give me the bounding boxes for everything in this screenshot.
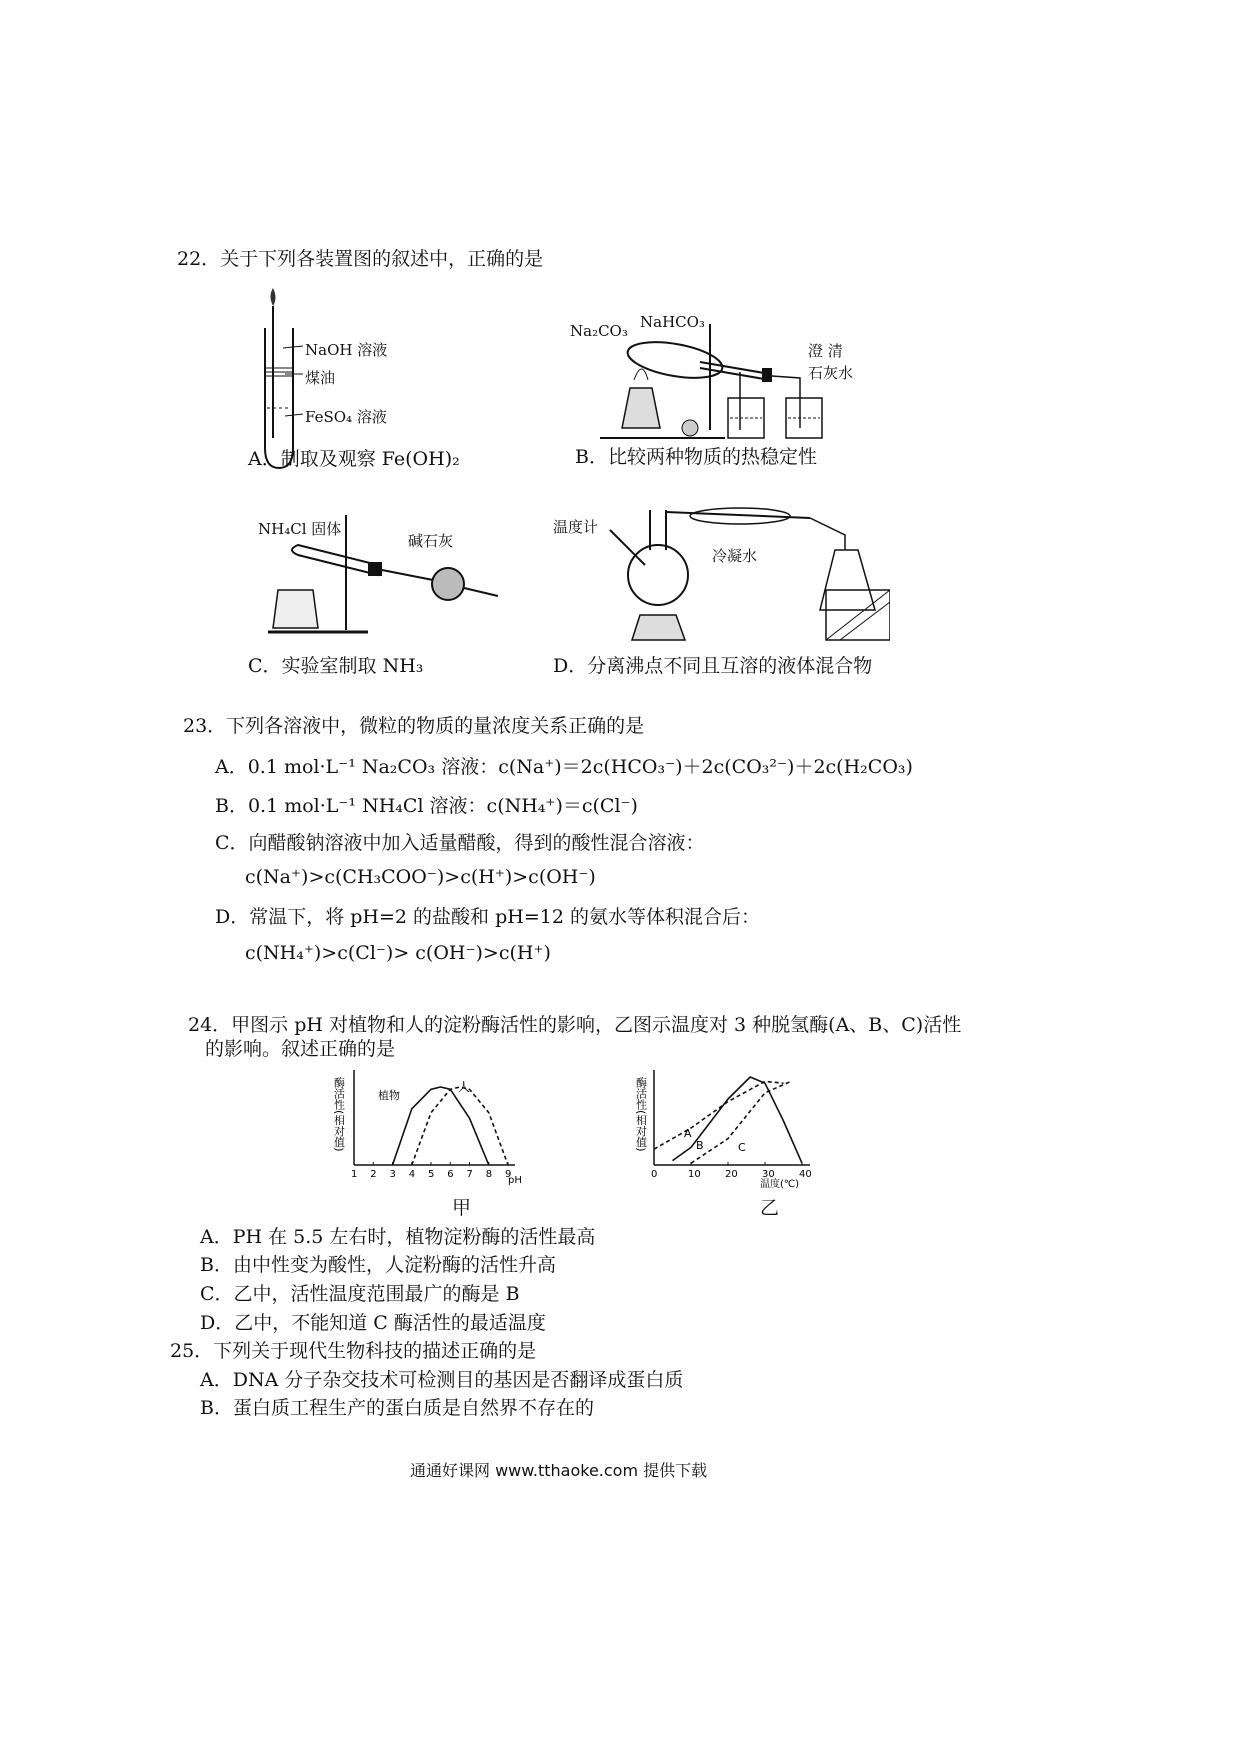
caption-c: C．实验室制取 NH₃ [248, 655, 424, 677]
q23-option-c: C．向醋酸钠溶液中加入适量醋酸，得到的酸性混合溶液： [215, 832, 705, 854]
q25-option-a: A．DNA 分子杂交技术可检测目的基因是否翻译成蛋白质 [200, 1369, 684, 1391]
q24-option-a: A．PH 在 5.5 左右时，植物淀粉酶的活性最高 [200, 1226, 596, 1248]
x-tick-label: 5 [428, 1169, 435, 1180]
x-tick-label: 8 [485, 1169, 493, 1180]
x-tick-label: 7 [466, 1169, 473, 1180]
chart-yi-xlabel: 温度(℃) [760, 1179, 800, 1190]
q22-stem: 22．关于下列各装置图的叙述中，正确的是 [177, 248, 544, 270]
chart-yi [632, 1065, 817, 1190]
x-tick-label: 40 [799, 1169, 812, 1180]
chart-yi-title: 乙 [760, 1197, 780, 1219]
figure-d [590, 490, 890, 645]
legend-b: B [696, 1139, 704, 1152]
x-tick-label: 2 [370, 1169, 377, 1180]
series-line-植物 [393, 1087, 489, 1165]
series-line-人 [412, 1087, 508, 1165]
legend-plant: 植物 [378, 1089, 400, 1102]
chart-yi-svg [632, 1065, 817, 1190]
x-tick-label: 30 [762, 1169, 775, 1180]
x-tick-label: 4 [408, 1169, 416, 1180]
label-nh4cl: NH₄Cl 固体 [258, 520, 342, 538]
chart-yi-ylabel: 酶活性(相对值) [634, 1077, 648, 1152]
q23-option-d-formula: c(NH₄⁺)>c(Cl⁻)> c(OH⁻)>c(H⁺) [245, 942, 551, 964]
q24-option-b: B．由中性变为酸性，人淀粉酶的活性升高 [200, 1254, 556, 1276]
label-cooling-water: 冷凝水 [712, 547, 758, 565]
q23-option-c-formula: c(Na⁺)>c(CH₃COO⁻)>c(H⁺)>c(OH⁻) [245, 866, 596, 888]
q23-stem: 23．下列各溶液中，微粒的物质的量浓度关系正确的是 [183, 715, 645, 737]
q24-stem-line1: 24．甲图示 pH 对植物和人的淀粉酶活性的影响，乙图示温度对 3 种脱氢酶(A、B、C)活性 [188, 1014, 962, 1036]
page-footer: 通通好课网 www.tthaoke.com 提供下载 [410, 1461, 708, 1480]
q24-option-d: D．乙中，不能知道 C 酶活性的最适温度 [200, 1312, 546, 1334]
distillation-apparatus [590, 490, 890, 645]
caption-d: D．分离沸点不同且互溶的液体混合物 [553, 655, 873, 677]
x-tick-label: 20 [725, 1169, 738, 1180]
q24-stem-line2: 的影响。叙述正确的是 [205, 1038, 396, 1060]
chart-jia-title: 甲 [452, 1197, 472, 1219]
label-nahco3: NaHCO₃ [640, 313, 705, 331]
label-limewater: 石灰水 [808, 364, 854, 382]
q23-option-d: D．常温下，将 pH=2 的盐酸和 pH=12 的氨水等体积混合后： [215, 906, 760, 928]
chart-jia [330, 1065, 530, 1190]
q25-stem: 25．下列关于现代生物科技的描述正确的是 [170, 1340, 537, 1362]
legend-c: C [738, 1141, 746, 1154]
x-tick-label: 3 [389, 1169, 396, 1180]
label-feso4: FeSO₄ 溶液 [305, 408, 387, 426]
q23-option-b: B．0.1 mol·L⁻¹ NH₄Cl 溶液：c(NH₄⁺)＝c(Cl⁻) [215, 795, 638, 817]
caption-b: B．比较两种物质的热稳定性 [575, 446, 817, 468]
chart-jia-svg [330, 1065, 530, 1190]
caption-a: A．制取及观察 Fe(OH)₂ [248, 448, 460, 470]
x-tick-label: 0 [651, 1169, 658, 1180]
legend-human: 人 [458, 1080, 471, 1094]
label-naoh: NaOH 溶液 [305, 341, 388, 359]
label-thermometer: 温度计 [553, 518, 599, 536]
legend-a: A [684, 1127, 692, 1140]
x-tick-label: 6 [447, 1169, 454, 1180]
x-tick-label: 10 [688, 1169, 701, 1180]
label-kerosene: 煤油 [305, 369, 336, 387]
q25-option-b: B．蛋白质工程生产的蛋白质是自然界不存在的 [200, 1397, 594, 1419]
q23-option-a: A．0.1 mol·L⁻¹ Na₂CO₃ 溶液：c(Na⁺)＝2c(HCO₃⁻)＋2c(CO₃²⁻)＋2c(H₂CO₃) [215, 756, 913, 778]
series-line-A [654, 1081, 784, 1149]
q24-option-c: C．乙中，活性温度范围最广的酶是 B [200, 1283, 520, 1305]
label-na2co3: Na₂CO₃ [570, 322, 628, 340]
chart-jia-ylabel: 酶活性(相对值) [332, 1077, 346, 1152]
label-clear: 澄 清 [808, 342, 843, 360]
label-soda-lime: 碱石灰 [408, 532, 454, 550]
x-tick-label: 1 [351, 1169, 358, 1180]
chart-jia-xlabel: pH [508, 1175, 522, 1186]
x-tick-label: 9 [505, 1169, 512, 1180]
